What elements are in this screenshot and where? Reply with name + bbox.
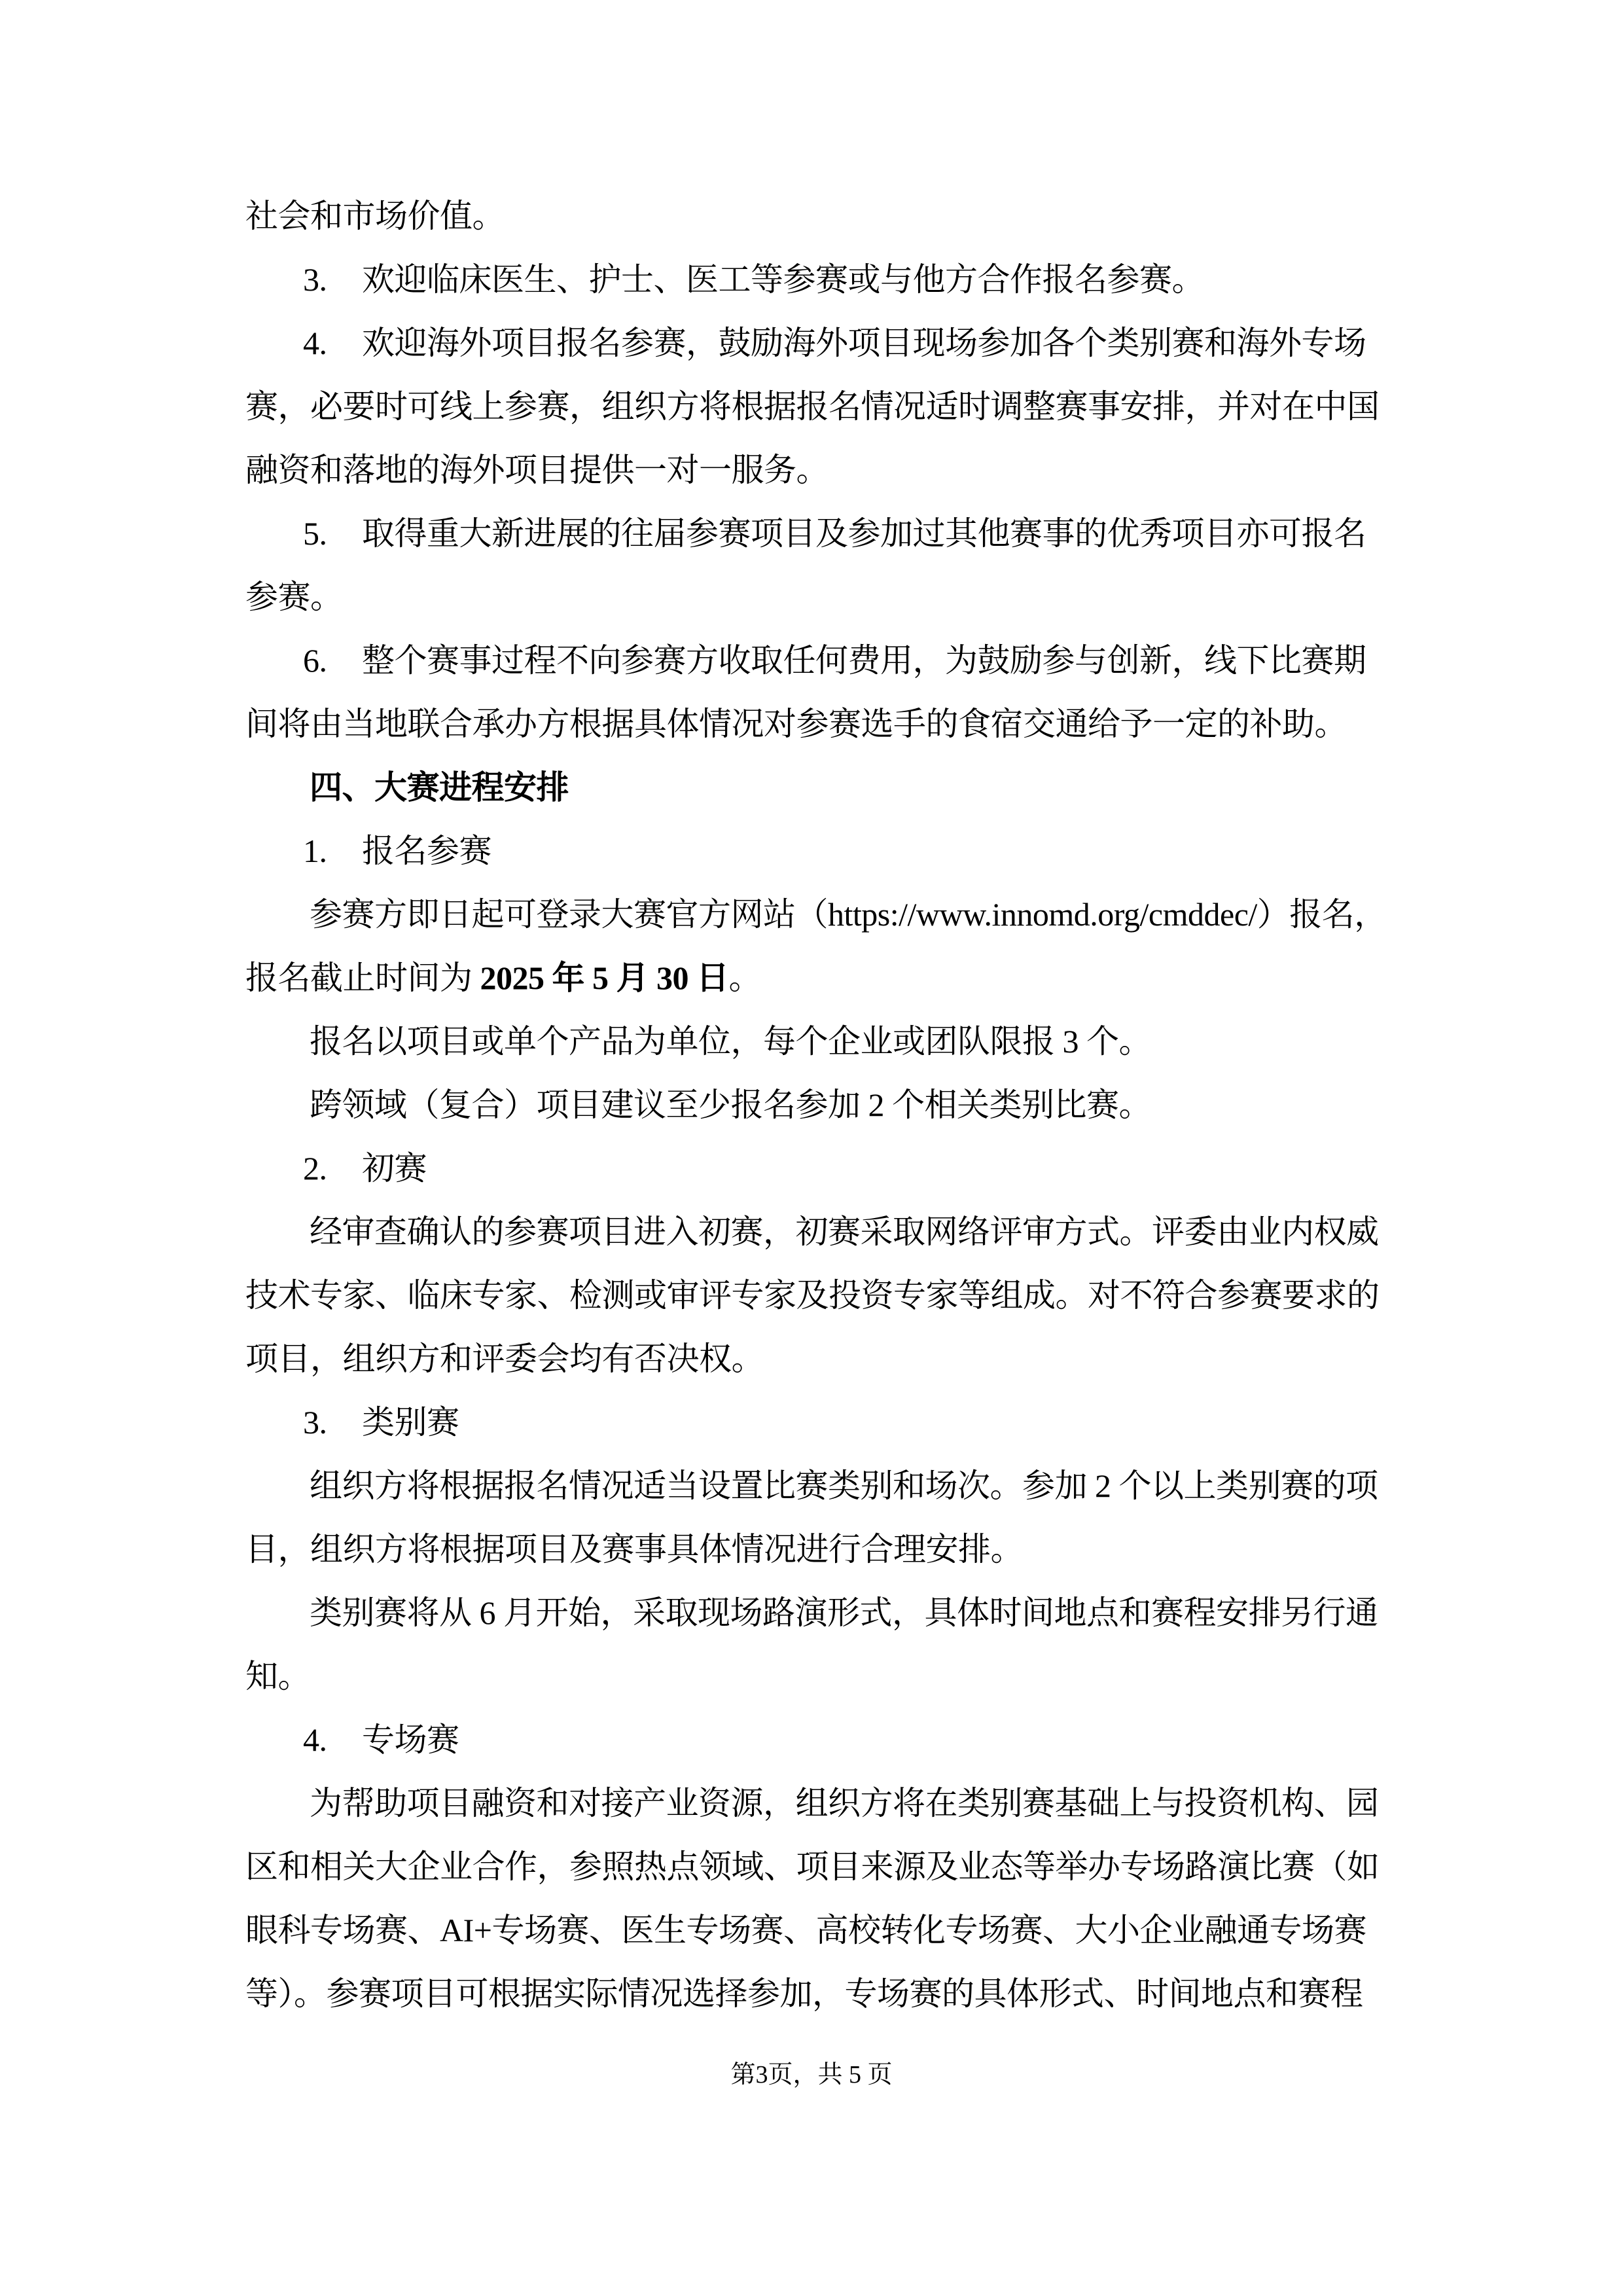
- text-run: 参赛方即日起可登录大赛官方网站（https://www.innomd.org/cmddec/）报名，: [310, 896, 1387, 933]
- text-run: 赛，必要时可线上参赛，组织方将根据报名情况适时调整赛事安排，并对在中国: [245, 388, 1380, 425]
- page-number-text: 第3页，共 5 页: [730, 2061, 893, 2089]
- item-number: 5.: [303, 515, 327, 552]
- text-run: 项目，组织方和评委会均有否决权。: [245, 1340, 764, 1377]
- numbered-item-line: [245, 248, 1384, 312]
- text-run: 眼科专场赛、AI+专场赛、医生专场赛、高校转化专场赛、大小企业融通专场赛: [245, 1912, 1366, 1948]
- text-run: 区和相关大企业合作，参照热点领域、项目来源及业态等举办专场路演比赛（如: [245, 1848, 1380, 1885]
- item-number: 6.: [303, 642, 327, 679]
- text-run: 组织方将根据报名情况适当设置比赛类别和场次。参加 2 个以上类别赛的项: [310, 1467, 1378, 1504]
- text-run: 欢迎海外项目报名参赛，鼓励海外项目现场参加各个类别赛和海外专场: [362, 325, 1366, 361]
- numbered-item-line: [245, 312, 1384, 375]
- text-run: 经审查确认的参赛项目进入初赛，初赛采取网络评审方式。评委由业内权威: [310, 1213, 1379, 1250]
- text-run: 整个赛事过程不向参赛方收取任何费用，为鼓励参与创新，线下比赛期: [362, 642, 1366, 679]
- text-line: [245, 375, 1384, 439]
- page-footer: [0, 2060, 1623, 2090]
- numbered-item-line: [245, 1391, 1384, 1454]
- text-line: [245, 1518, 1384, 1581]
- text-run: 专场赛: [362, 1721, 459, 1758]
- text-run: 跨领域（复合）项目建议至少报名参加 2 个相关类别比赛。: [310, 1086, 1151, 1123]
- text-run: 参赛。: [245, 579, 343, 615]
- numbered-item-line: [245, 502, 1384, 565]
- text-line: [245, 1772, 1384, 1835]
- text-line: [245, 185, 1384, 248]
- text-run: 报名截止时间为: [245, 960, 480, 996]
- text-run: 目，组织方将根据项目及赛事具体情况进行合理安排。: [245, 1531, 1023, 1568]
- text-run: 社会和市场价值。: [245, 198, 505, 234]
- text-run: 融资和落地的海外项目提供一对一服务。: [245, 452, 829, 488]
- text-line: [245, 883, 1387, 946]
- text-line: [245, 1010, 1384, 1073]
- text-line: [245, 1835, 1384, 1899]
- text-line: [245, 565, 1384, 629]
- numbered-item-line: [245, 1708, 1384, 1772]
- text-run: 类别赛将从 6 月开始，采取现场路演形式，具体时间地点和赛程安排另行通: [310, 1594, 1378, 1631]
- text-run: 初赛: [362, 1150, 427, 1187]
- numbered-item-line: [245, 819, 1384, 883]
- text-line: [245, 1454, 1384, 1518]
- text-line: [245, 1899, 1384, 1962]
- text-line: [245, 1073, 1384, 1137]
- text-run: 报名参赛: [362, 833, 491, 869]
- text-run: 。: [728, 960, 761, 996]
- text-run: 知。: [245, 1658, 310, 1695]
- text-line: [245, 1962, 1384, 2026]
- item-number: 2.: [303, 1150, 327, 1187]
- text-line: [245, 439, 1384, 502]
- item-number: 3.: [303, 261, 327, 298]
- text-line: [245, 1200, 1384, 1264]
- numbered-item-line: [245, 1137, 1384, 1200]
- numbered-item-line: [245, 629, 1384, 692]
- text-line: [245, 1581, 1384, 1645]
- text-run: 技术专家、临床专家、检测或审评专家及投资专家等组成。对不符合参赛要求的: [245, 1277, 1380, 1314]
- text-run: 四、大赛进程安排: [310, 769, 569, 806]
- bold-text-run: 2025 年 5 月 30 日: [480, 960, 729, 996]
- text-run: 类别赛: [362, 1404, 459, 1441]
- section-heading: [245, 756, 1384, 819]
- text-line: [245, 692, 1384, 756]
- text-run: 欢迎临床医生、护士、医工等参赛或与他方合作报名参赛。: [362, 261, 1204, 298]
- text-line: [245, 1645, 1384, 1708]
- text-run: 为帮助项目融资和对接产业资源，组织方将在类别赛基础上与投资机构、园: [310, 1785, 1379, 1821]
- text-line: [245, 1264, 1384, 1327]
- item-number: 3.: [303, 1404, 327, 1441]
- text-run: 等）。参赛项目可根据实际情况选择参加，专场赛的具体形式、时间地点和赛程: [245, 1975, 1363, 2012]
- document-body: [245, 185, 1387, 2026]
- item-number: 4.: [303, 325, 327, 361]
- item-number: 4.: [303, 1721, 327, 1758]
- text-run: 报名以项目或单个产品为单位，每个企业或团队限报 3 个。: [310, 1023, 1151, 1060]
- text-line: [245, 946, 1384, 1010]
- text-line: [245, 1327, 1384, 1391]
- text-run: 间将由当地联合承办方根据具体情况对参赛选手的食宿交通给予一定的补助。: [245, 706, 1347, 742]
- item-number: 1.: [303, 833, 327, 869]
- text-run: 取得重大新进展的往届参赛项目及参加过其他赛事的优秀项目亦可报名: [362, 515, 1366, 552]
